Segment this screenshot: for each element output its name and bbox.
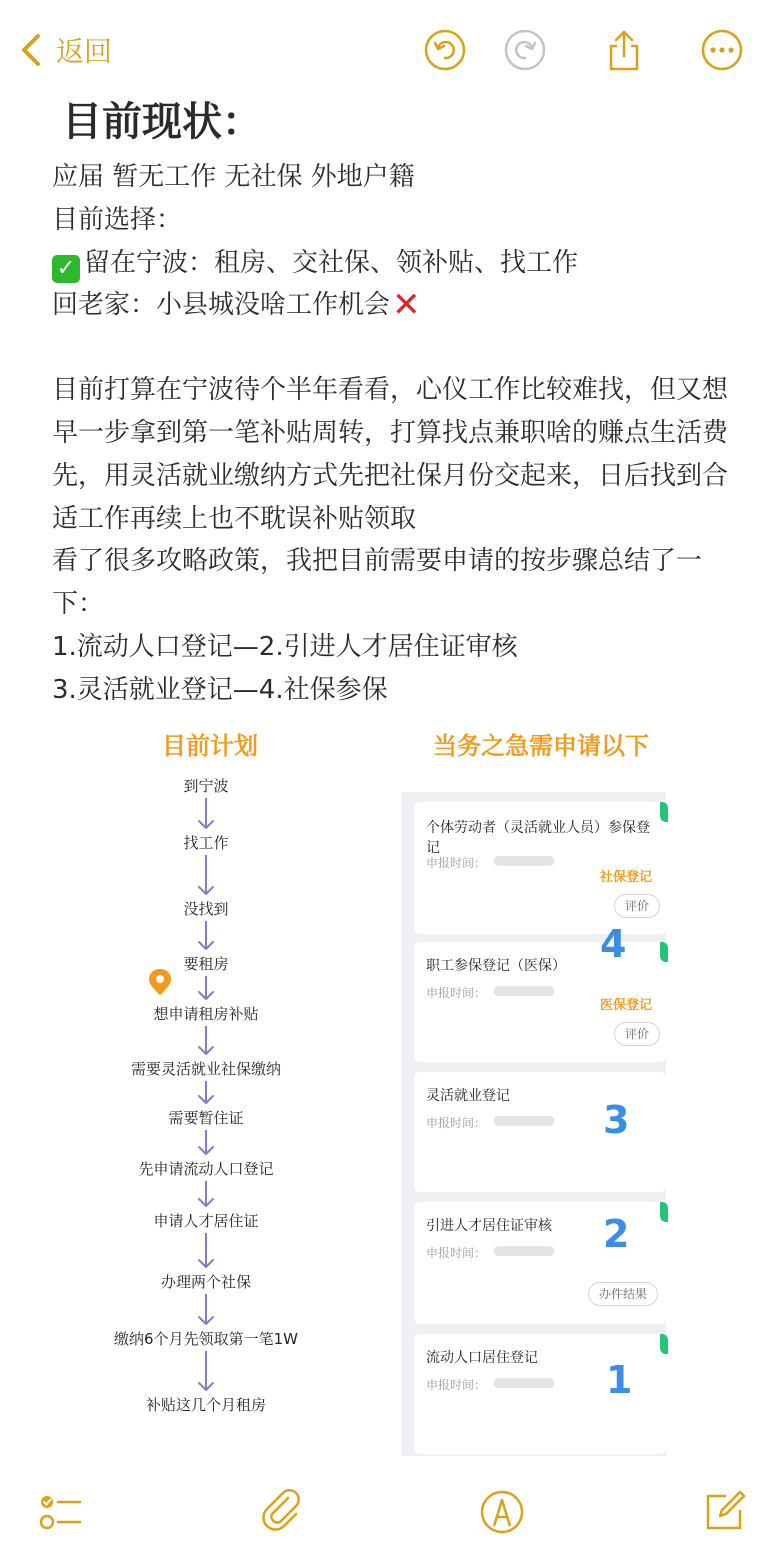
back-button[interactable] — [18, 30, 112, 70]
application-card[interactable]: 灵活就业登记 申报时间： — [414, 1072, 666, 1192]
back-label: 返回 — [56, 35, 113, 68]
compose-button[interactable] — [700, 1488, 748, 1536]
flow-step: 办理两个社保 — [160, 1273, 251, 1291]
rate-button[interactable]: 评价 — [614, 1022, 660, 1046]
paperclip-icon — [258, 1488, 306, 1536]
location-pin-icon — [148, 968, 172, 996]
flow-arrow-icon — [195, 1025, 217, 1056]
redo-icon — [503, 28, 547, 72]
status-badge — [660, 942, 668, 962]
card-tag: 医保登记 — [599, 998, 652, 1013]
flow-arrow-icon — [195, 1232, 217, 1269]
flow-arrow-icon — [195, 920, 217, 951]
more-icon — [700, 28, 744, 72]
redo-button[interactable] — [503, 28, 547, 72]
flow-arrow-icon — [195, 975, 217, 1001]
step-number: 1 — [606, 1358, 633, 1402]
urgent-heading: 当务之急需申请以下 — [433, 732, 649, 760]
flow-arrow-icon — [195, 1129, 217, 1156]
flow-arrow-icon — [195, 1080, 217, 1105]
rate-button[interactable]: 评价 — [614, 894, 660, 918]
note-line-option-stay: ✓ 留在宁波：租房、交社保、领补贴、找工作 — [52, 242, 732, 285]
note-line: 目前选择： — [52, 204, 183, 235]
note-line: 应届 暂无工作 无社保 外地户籍 — [52, 162, 415, 192]
attachment-button[interactable] — [258, 1488, 306, 1536]
markup-button[interactable] — [478, 1488, 526, 1536]
checklist-icon — [36, 1488, 84, 1536]
note-steps-line: 1.流动人口登记—2.引进人才居住证审核 — [52, 631, 518, 662]
result-button[interactable]: 办件结果 — [588, 1282, 658, 1306]
status-badge — [660, 802, 668, 822]
flow-arrow-icon — [195, 1180, 217, 1208]
flow-arrow-icon — [195, 1350, 217, 1392]
share-button[interactable] — [602, 28, 646, 72]
markup-pen-icon — [478, 1488, 526, 1536]
application-card[interactable]: 引进人才居住证审核 申报时间： 办件结果 — [414, 1202, 666, 1324]
flow-step: 申请人才居住证 — [153, 1212, 259, 1230]
more-button[interactable] — [700, 28, 744, 72]
note-paragraph: 目前打算在宁波待个半年看看，心仪工作比较难找，但又想早一步拿到第一笔补贴周转，打算找点兼职啥的赚点生活费先，用灵活就业缴纳方式先把社保月份交起来，日后找到合适工作再续上也不耽误补贴领取 — [52, 375, 729, 534]
compose-icon — [700, 1488, 748, 1536]
step-number: 3 — [603, 1098, 630, 1142]
status-badge — [660, 1334, 668, 1354]
top-toolbar — [0, 0, 780, 100]
flow-step: 补贴这几个月租房 — [145, 1396, 266, 1414]
flow-step: 要租房 — [183, 955, 229, 973]
flow-arrow-icon — [195, 854, 217, 896]
flow-step: 先申请流动人口登记 — [138, 1160, 274, 1178]
plan-heading: 目前计划 — [162, 732, 258, 760]
note-body[interactable] — [52, 156, 732, 712]
application-card[interactable]: 流动人口居住登记 申报时间： — [414, 1334, 666, 1454]
bottom-toolbar — [0, 1480, 780, 1564]
step-number: 2 — [603, 1212, 630, 1256]
share-icon — [602, 28, 646, 72]
flow-arrow-icon — [195, 797, 217, 830]
flow-step: 需要暂住证 — [168, 1109, 244, 1127]
note-steps-line: 3.灵活就业登记—4.社保参保 — [52, 674, 388, 705]
application-card[interactable]: 职工参保登记（医保） 申报时间： 医保登记 评价 — [414, 942, 666, 1062]
flow-step: 需要灵活就业社保缴纳 — [130, 1060, 281, 1078]
application-card[interactable]: 个体劳动者（灵活就业人员）参保登记 申报时间： 社保登记 评价 — [414, 802, 666, 934]
checklist-button[interactable] — [36, 1488, 84, 1536]
note-paragraph: 看了很多攻略政策，我把目前需要申请的按步骤总结了一下： — [52, 546, 703, 620]
undo-button[interactable] — [423, 28, 467, 72]
card-tag: 社保登记 — [599, 870, 652, 885]
step-number: 4 — [600, 922, 627, 966]
flow-step: 没找到 — [183, 900, 229, 918]
note-title: 目前现状： — [62, 99, 262, 145]
status-badge — [660, 1202, 668, 1222]
note-line-option-home: 回老家：小县城没啥工作机会✕ — [52, 285, 421, 326]
check-mark-icon: ✓ — [52, 255, 80, 283]
cross-mark-icon: ✕ — [392, 285, 421, 326]
flow-step: 想申请租房补贴 — [153, 1005, 259, 1023]
undo-icon — [423, 28, 467, 72]
flow-step: 缴纳6个月先领取第一笔1W — [114, 1330, 298, 1348]
chevron-left-icon — [18, 32, 44, 68]
flow-step: 找工作 — [183, 834, 229, 852]
flow-step: 到宁波 — [183, 777, 229, 795]
flow-arrow-icon — [195, 1293, 217, 1326]
